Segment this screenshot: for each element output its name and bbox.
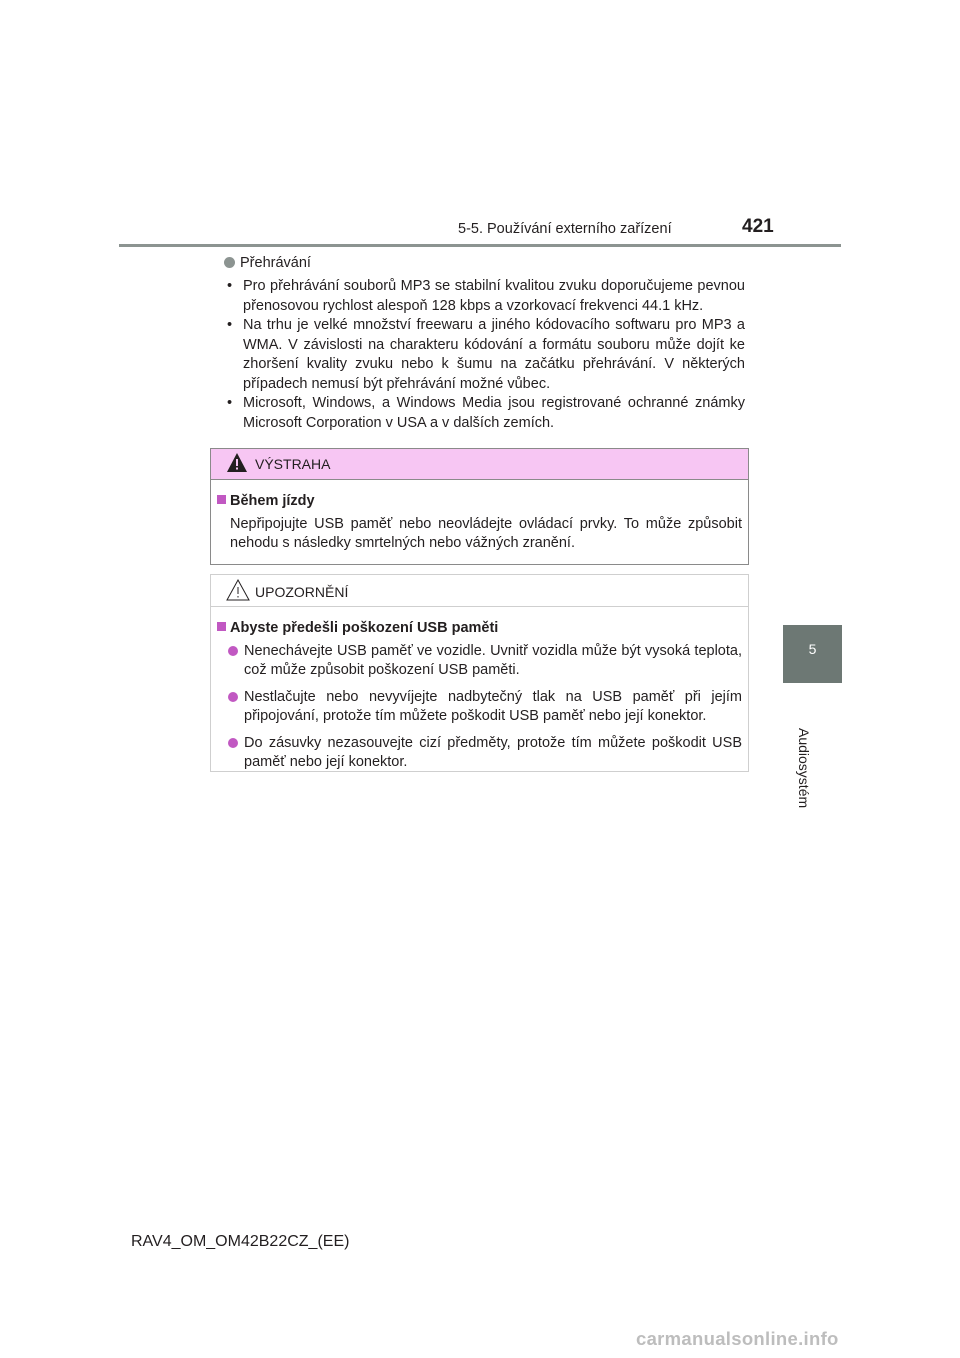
square-bullet-icon	[217, 622, 226, 631]
list-item	[217, 642, 742, 681]
caution-item-text: Nestlačujte nebo nevyvíjejte nadbytečný tlak na USB paměť při jejím připojování, protože tím můžete poškodit USB paměť nebo její konektor.	[244, 688, 742, 724]
section-title: 5-5. Používání externího zařízení	[458, 221, 672, 237]
square-bullet-icon	[217, 495, 226, 504]
warning-subheading	[217, 492, 742, 512]
document-code: RAV4_OM_OM42B22CZ_(EE)	[131, 1233, 350, 1250]
circle-bullet-icon	[228, 692, 238, 702]
circle-bullet-icon	[224, 257, 235, 268]
caution-item-text: Do zásuvky nezasouvejte cizí předměty, protože tím můžete poškodit USB paměť nebo její konektor.	[244, 734, 742, 770]
playback-bullet-list	[225, 277, 745, 433]
caution-subheading-text: Abyste předešli poškození USB paměti	[230, 620, 499, 636]
circle-bullet-icon	[228, 738, 238, 748]
warning-text: Nepřipojujte USB paměť nebo neovládejte ovládací prvky. To může způsobit nehodu s následky smrtelných nebo vážných zranění.	[230, 515, 742, 551]
warning-header	[211, 449, 748, 480]
warning-body	[211, 480, 748, 554]
list-item: • Pro přehrávání souborů MP3 se stabilní kvalitou zvuku doporučujeme pevnou přenosovou rychlost alespoň 128 kbps a vzorkovací frekvenci 44.1 kHz.	[225, 277, 745, 316]
watermark-link[interactable]: carmanualsonline.info	[636, 1328, 839, 1349]
playback-heading-text: Přehrávání	[240, 255, 311, 271]
list-item	[217, 688, 742, 727]
page-number: 421	[742, 216, 774, 237]
warning-subheading-text: Během jízdy	[230, 493, 315, 509]
header-divider	[119, 244, 841, 247]
caution-title: UPOZORNĚNÍ	[255, 584, 349, 600]
warning-box	[210, 448, 749, 565]
caution-subheading	[217, 619, 742, 639]
caution-item-text: Nenechávejte USB paměť ve vozidle. Uvnitř vozidla může být vysoká teplota, což může způsobit poškození USB paměti.	[244, 642, 742, 678]
caution-box	[210, 574, 749, 772]
list-item: • Microsoft, Windows, a Windows Media jsou registrované ochranné známky Microsoft Corporation v USA a v dalších zemích.	[225, 394, 745, 433]
circle-bullet-icon	[228, 646, 238, 656]
caution-body	[211, 607, 748, 773]
warning-triangle-icon	[226, 452, 248, 473]
warning-title: VÝSTRAHA	[255, 456, 331, 472]
playback-notes	[225, 277, 745, 433]
chapter-label: Audiosystém	[796, 728, 812, 809]
playback-heading	[224, 255, 311, 271]
caution-triangle-icon	[226, 578, 250, 602]
list-item	[217, 734, 742, 773]
caution-header	[211, 575, 748, 607]
chapter-tab: 5	[783, 625, 842, 683]
list-item: • Na trhu je velké množství freewaru a jiného kódovacího softwaru pro MP3 a WMA. V závislosti na charakteru kódování a formátu souboru může dojít ke zhoršení kvality zvuku nebo k šumu na začátku přehrávání. V některých případech nemusí být přehrávání možné vůbec.	[225, 316, 745, 394]
